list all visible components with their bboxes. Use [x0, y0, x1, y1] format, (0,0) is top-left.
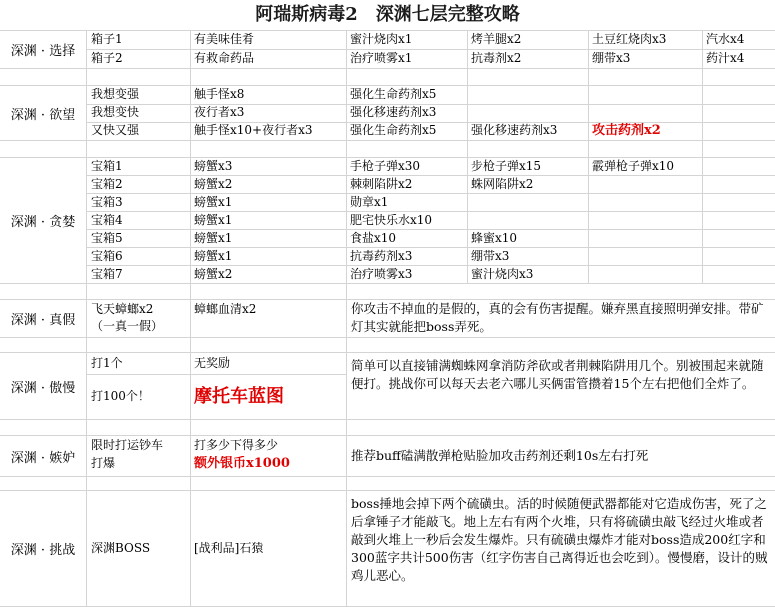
grid-line: [467, 30, 468, 283]
cell: [战利品]石猿: [194, 541, 264, 555]
grid-line: [0, 140, 775, 141]
grid-line: [0, 283, 775, 284]
cell: 治疗喷雾x1: [350, 51, 413, 65]
cell: 宝箱5: [91, 231, 123, 245]
cell: 烤羊腿x2: [471, 32, 522, 46]
cell: 螃蟹x1: [194, 249, 233, 263]
grid-line: [0, 352, 775, 353]
cell: 肥宅快乐水x10: [350, 213, 433, 227]
note-cell: boss捶地会掉下两个硫磺虫。活的时候随便武器都能对它造成伤害，死了之后拿锤子才能敲飞。地上左右有两个火堆，只有将硫磺虫敲飞经过火堆或者敲到火堆上一秒后会发生爆炸。只有硫磺虫爆炸才能对boss造成200红字和300蓝字共计500伤害（红字伤害自己离得近也会吃到）。慢慢磨，设计的贼鸡儿恶心。: [351, 496, 768, 583]
section-label-pride: 深渊 · 傲慢: [10, 380, 76, 396]
highlight-cell: 摩托车蓝图: [194, 386, 284, 407]
cell: 打多少下得多少: [194, 438, 279, 452]
cell: 宝箱4: [91, 213, 123, 227]
grid-line: [0, 419, 775, 420]
cell: 土豆红烧肉x3: [592, 32, 667, 46]
section-label-truth: 深渊 · 真假: [10, 313, 76, 328]
cell: 治疗喷雾x3: [350, 267, 413, 281]
highlight-cell: 额外银币x1000: [194, 456, 290, 471]
cell: 抗毒剂x2: [471, 51, 522, 65]
grid-line: [0, 490, 775, 491]
cell: 宝箱7: [91, 267, 123, 281]
cell: 勋章x1: [350, 195, 389, 209]
cell: 宝箱6: [91, 249, 123, 263]
cell: 步枪子弹x15: [471, 159, 542, 173]
grid-line: [702, 30, 703, 283]
cell: （一真一假）: [91, 319, 164, 333]
grid-line: [0, 435, 775, 436]
cell: 有救命药品: [194, 51, 255, 65]
cell: 箱子1: [91, 32, 123, 46]
cell: 我想变快: [91, 105, 140, 119]
cell: 深渊BOSS: [91, 541, 151, 555]
note-cell: 你攻击不掉血的是假的，真的会有伤害提醒。嫌弃黑直接照明弹安排。带矿灯其实就能把boss弄死。: [351, 301, 764, 334]
cell: 我想变强: [91, 87, 140, 101]
grid-line: [0, 30, 775, 31]
cell: 触手怪x8: [194, 87, 245, 101]
cell: 螃蟹x2: [194, 177, 233, 191]
cell: 夜行者x3: [194, 105, 245, 119]
grid-line: [190, 30, 191, 607]
note-cell: 简单可以直接铺满蜘蛛网拿消防斧砍或者荆棘陷阱用几个。别被围起来就随便打。挑战你可以每天去老六哪儿买俩雷管攒着15个左右把他们全炸了。: [351, 358, 764, 391]
cell: 螃蟹x1: [194, 231, 233, 245]
grid-line: [346, 30, 347, 607]
cell: 绷带x3: [471, 249, 510, 263]
section-label-select: 深渊 · 选择: [10, 44, 76, 59]
cell: 抗毒药剂x3: [350, 249, 413, 263]
cell: 螃蟹x3: [194, 159, 233, 173]
grid-line: [588, 30, 589, 283]
cell: 箱子2: [91, 51, 123, 65]
cell: 触手怪x10+夜行者x3: [194, 123, 313, 137]
grid-line: [86, 30, 87, 607]
cell: 强化生命药剂x5: [350, 123, 437, 137]
section-label-envy: 深渊 · 嫉妒: [10, 450, 76, 466]
cell: 有美味佳肴: [194, 32, 255, 46]
grid-line: [86, 374, 346, 375]
cell: 宝箱1: [91, 159, 123, 173]
cell: 蜜汁烧肉x3: [471, 267, 534, 281]
section-label-greed: 深渊 · 贪婪: [10, 215, 76, 230]
cell: 手枪子弹x30: [350, 159, 421, 173]
cell: 限时打运钞车: [91, 438, 164, 452]
grid-line: [0, 157, 775, 158]
cell: 螃蟹x2: [194, 267, 233, 281]
cell: 蟑螂血清x2: [194, 302, 257, 316]
cell: 食盐x10: [350, 231, 397, 245]
cell: 打1个: [91, 356, 123, 370]
cell: 蛛网陷阱x2: [471, 177, 534, 191]
cell: 蜂蜜x10: [471, 231, 518, 245]
grid-line: [0, 85, 775, 86]
grid-line: [0, 337, 775, 338]
highlight-cell: 攻击药剂x2: [592, 123, 661, 138]
cell: 又快又强: [91, 123, 140, 137]
cell: 螃蟹x1: [194, 195, 233, 209]
cell: 蜜汁烧肉x1: [350, 32, 413, 46]
cell: 药汁x4: [706, 51, 745, 65]
cell: 霰弹枪子弹x10: [592, 159, 675, 173]
cell: 无奖励: [194, 356, 231, 370]
note-cell: 推荐buff磕满散弹枪贴脸加攻击药剂还剩10s左右打死: [351, 448, 649, 463]
grid-line: [0, 68, 775, 69]
section-label-challenge: 深渊 · 挑战: [10, 543, 76, 558]
cell: 绷带x3: [592, 51, 631, 65]
cell: 打爆: [91, 456, 116, 470]
cell: 汽水x4: [706, 32, 745, 46]
cell: 棘刺陷阱x2: [350, 177, 413, 191]
cell: 强化生命药剂x5: [350, 87, 437, 101]
cell: 强化移速药剂x3: [471, 123, 558, 137]
cell: 强化移速药剂x3: [350, 105, 437, 119]
cell: 打100个！: [91, 389, 150, 403]
cell: 螃蟹x1: [194, 213, 233, 227]
cell: 飞天蟑螂x2: [91, 302, 154, 316]
cell: 宝箱3: [91, 195, 123, 209]
cell: 宝箱2: [91, 177, 123, 191]
section-label-desire: 深渊 · 欲望: [10, 107, 76, 123]
grid-line: [0, 476, 775, 477]
page-title: 阿瑞斯病毒2 深渊七层完整攻略: [0, 0, 775, 31]
